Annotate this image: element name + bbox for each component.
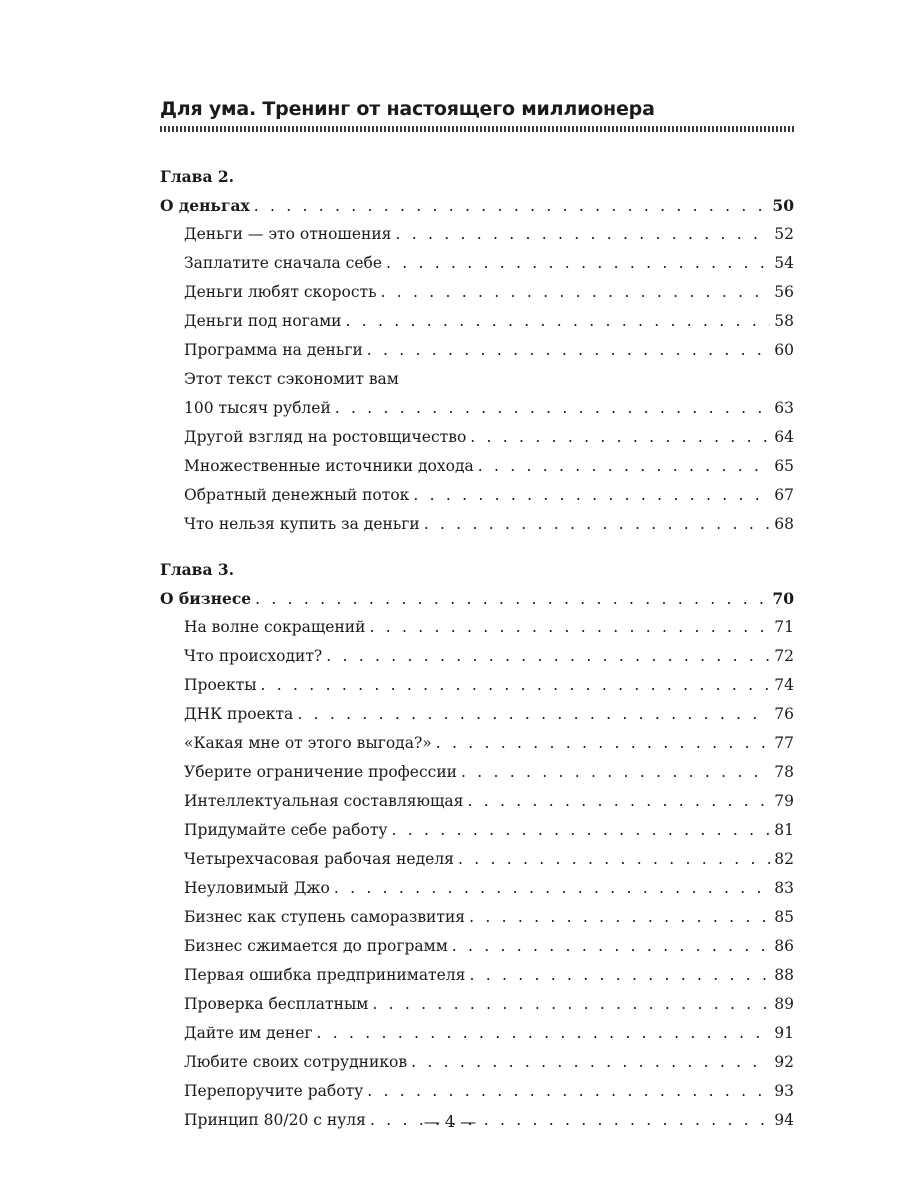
toc-entry[interactable]	[160, 671, 794, 700]
dot-leader	[470, 423, 770, 452]
toc-entry[interactable]	[160, 613, 794, 642]
toc-page: 86	[774, 937, 794, 955]
toc-page: 64	[774, 428, 794, 446]
toc-title: Любите своих сотрудников	[184, 1053, 408, 1071]
toc-page: 54	[774, 254, 794, 272]
toc-entry[interactable]	[160, 787, 794, 816]
toc-title: Четырехчасовая рабочая неделя	[184, 850, 454, 868]
toc-page: 72	[774, 647, 794, 665]
toc-title: О бизнесе	[160, 589, 252, 608]
page-number: — 4 —	[423, 1112, 477, 1131]
chapter-3	[160, 555, 794, 1135]
toc-title: Деньги — это отношения	[184, 225, 392, 243]
toc-title: Обратный денежный поток	[184, 486, 410, 504]
toc-title: Первая ошибка предпринимателя	[184, 966, 466, 984]
dot-leader	[461, 758, 770, 787]
toc-title: «Какая мне от этого выгода?»	[184, 734, 432, 752]
table-of-contents	[160, 162, 794, 1151]
toc-entry[interactable]	[160, 1048, 794, 1077]
toc-page: 85	[774, 908, 794, 926]
toc-title: 100 тысяч рублей	[184, 399, 331, 417]
toc-page: 78	[774, 763, 794, 781]
toc-title: Другой взгляд на ростовщичество	[184, 428, 467, 446]
toc-entry[interactable]	[160, 249, 794, 278]
dot-leader	[372, 990, 770, 1019]
dot-leader	[297, 700, 770, 729]
toc-title: О деньгах	[160, 196, 250, 215]
toc-title: Неуловимый Джо	[184, 879, 330, 897]
toc-page: 79	[774, 792, 794, 810]
toc-title: Деньги любят скорость	[184, 283, 377, 301]
toc-title: Проверка бесплатным	[184, 995, 369, 1013]
toc-title: Деньги под ногами	[184, 312, 342, 330]
toc-page: 93	[774, 1082, 794, 1100]
toc-page: 76	[774, 705, 794, 723]
chapter-label: Глава 2.	[160, 167, 235, 186]
dot-leader	[424, 510, 770, 539]
toc-title: Заплатите сначала себе	[184, 254, 383, 272]
dot-leader	[381, 278, 770, 307]
dot-leader	[261, 671, 770, 700]
toc-title: Программа на деньги	[184, 341, 363, 359]
toc-entry[interactable]	[160, 816, 794, 845]
toc-title: Множественные источники дохода	[184, 457, 474, 475]
toc-entry[interactable]	[160, 990, 794, 1019]
dot-leader	[458, 845, 770, 874]
toc-title: Принцип 80/20 с нуля	[184, 1111, 366, 1129]
toc-title: Бизнес как ступень саморазвития	[184, 908, 466, 926]
toc-title-line1: Этот текст сэкономит вам	[184, 370, 399, 388]
toc-page: 60	[774, 341, 794, 359]
toc-page: 67	[774, 486, 794, 504]
dot-leader	[395, 220, 770, 249]
dot-leader	[317, 1019, 770, 1048]
dot-leader	[469, 903, 770, 932]
toc-page: 83	[774, 879, 794, 897]
chapter-2	[160, 162, 794, 539]
toc-entry[interactable]	[160, 307, 794, 336]
toc-entry[interactable]	[160, 452, 794, 481]
toc-page: 63	[774, 399, 794, 417]
toc-entry[interactable]	[160, 278, 794, 307]
toc-title: Интеллектуальная составляющая	[184, 792, 464, 810]
dot-leader	[436, 729, 770, 758]
dot-leader	[334, 874, 770, 903]
toc-page: 88	[774, 966, 794, 984]
dot-leader	[467, 787, 770, 816]
toc-entry[interactable]	[160, 481, 794, 510]
dot-leader	[369, 613, 770, 642]
dot-leader	[413, 481, 770, 510]
toc-entry-two-line[interactable]	[160, 365, 794, 423]
toc-page: 65	[774, 457, 794, 475]
toc-page: 89	[774, 995, 794, 1013]
toc-entry[interactable]	[160, 874, 794, 903]
dot-leader	[326, 642, 770, 671]
toc-chapter-title[interactable]	[160, 191, 794, 220]
toc-entry[interactable]	[160, 1019, 794, 1048]
toc-page: 50	[772, 196, 794, 215]
toc-entry[interactable]	[160, 510, 794, 539]
dot-leader	[392, 816, 770, 845]
toc-chapter-title[interactable]	[160, 584, 794, 613]
toc-title: Проекты	[184, 676, 257, 694]
toc-entry[interactable]	[160, 336, 794, 365]
toc-entry[interactable]	[160, 1077, 794, 1106]
toc-title: На волне сокращений	[184, 618, 366, 636]
dot-leader	[254, 192, 770, 221]
toc-page: 94	[774, 1111, 794, 1129]
dot-leader	[411, 1048, 770, 1077]
dot-leader	[367, 1077, 770, 1106]
toc-title: Перепоручите работу	[184, 1082, 364, 1100]
dot-leader	[478, 452, 770, 481]
toc-entry[interactable]	[160, 903, 794, 932]
toc-title: Уберите ограничение профессии	[184, 763, 458, 781]
toc-page: 70	[772, 589, 794, 608]
toc-title: Что происходит?	[184, 647, 323, 665]
toc-entry[interactable]	[160, 700, 794, 729]
dot-leader	[335, 394, 770, 423]
dot-leader	[452, 932, 770, 961]
toc-title: Что нельзя купить за деньги	[184, 515, 420, 533]
toc-entry[interactable]	[160, 423, 794, 452]
toc-entry[interactable]	[160, 758, 794, 787]
toc-entry[interactable]	[160, 642, 794, 671]
toc-page: 92	[774, 1053, 794, 1071]
toc-entry[interactable]	[160, 729, 794, 758]
running-head: Для ума. Тренинг от настоящего миллионера	[160, 98, 655, 120]
dot-leader	[469, 961, 770, 990]
chapter-label: Глава 3.	[160, 560, 235, 579]
toc-entry[interactable]	[160, 961, 794, 990]
toc-title: Бизнес сжимается до программ	[184, 937, 448, 955]
toc-page: 77	[774, 734, 794, 752]
dotted-header-rule	[160, 126, 796, 132]
dot-leader	[345, 307, 770, 336]
dot-leader	[255, 585, 770, 614]
toc-page: 58	[774, 312, 794, 330]
toc-page: 91	[774, 1024, 794, 1042]
toc-page: 74	[774, 676, 794, 694]
toc-page: 56	[774, 283, 794, 301]
toc-page: 68	[774, 515, 794, 533]
toc-entry[interactable]	[160, 220, 794, 249]
toc-title: Дайте им денег	[184, 1024, 313, 1042]
toc-title: ДНК проекта	[184, 705, 294, 723]
dot-leader	[386, 249, 770, 278]
toc-title: Придумайте себе работу	[184, 821, 388, 839]
toc-entry[interactable]	[160, 845, 794, 874]
dot-leader	[367, 336, 770, 365]
toc-page: 52	[774, 225, 794, 243]
toc-entry[interactable]	[160, 932, 794, 961]
toc-page: 81	[774, 821, 794, 839]
toc-page: 82	[774, 850, 794, 868]
toc-page: 71	[774, 618, 794, 636]
